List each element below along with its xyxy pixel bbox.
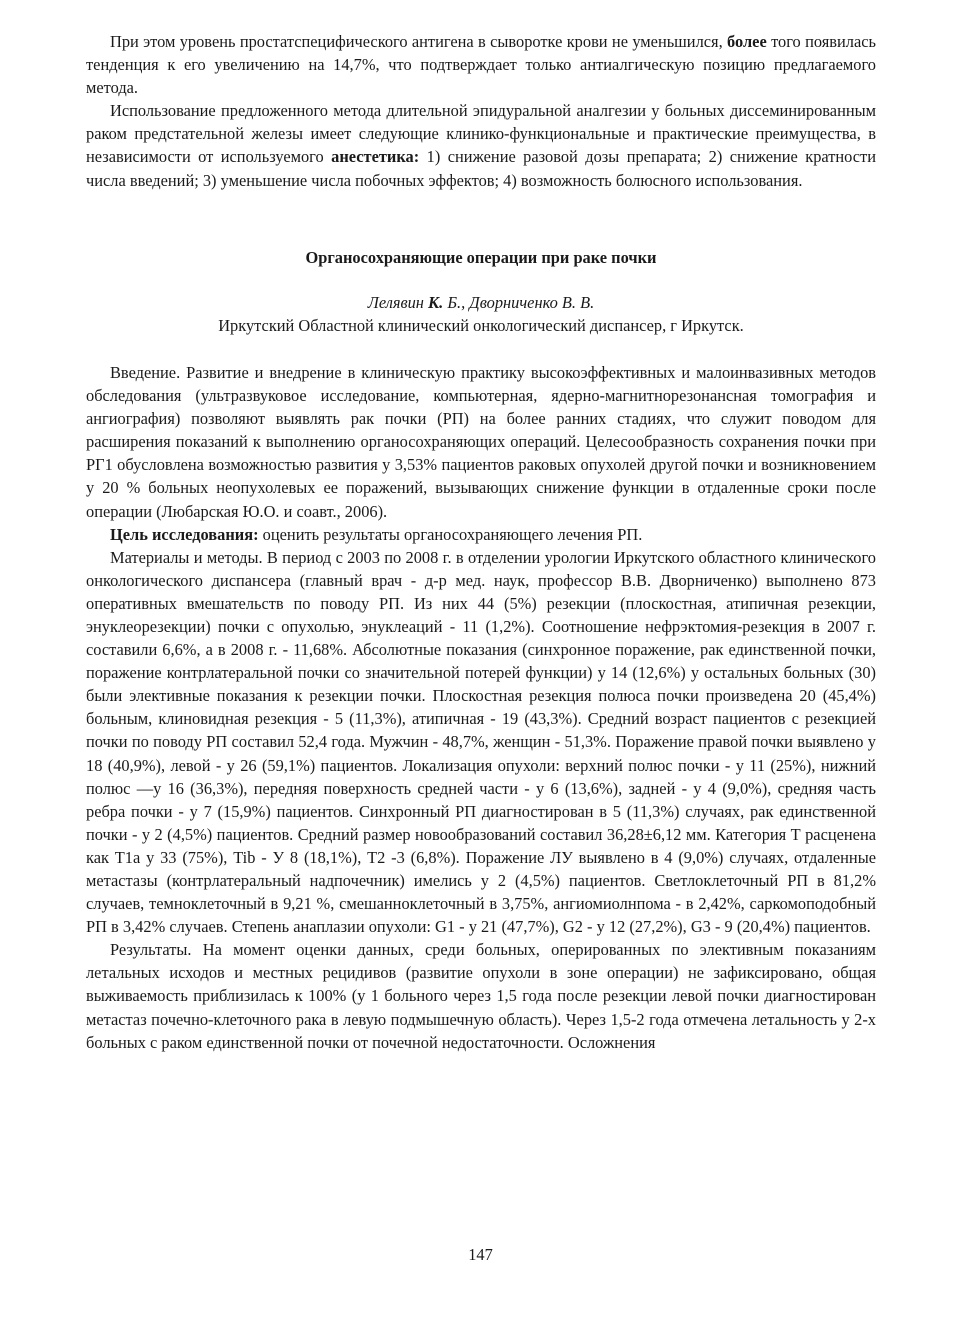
text: Использование предложенного метода длительной эпидуральной аналгезии у больных диссеминированным раком предстательной железы имеет следующие клинико-функциональные и практические преимущества, в независимости от используемого (86, 101, 876, 167)
bold-word: анестетика: (331, 147, 420, 167)
aim-label: Цель исследования: (110, 524, 259, 544)
bold-word: более (727, 32, 767, 51)
aim-text: оценить результаты органосохраняющего лечения РП. (258, 524, 643, 544)
article-affiliation: Иркутский Областной клинический онкологический диспансер, г Иркутск. (218, 315, 744, 335)
text: 1) снижение разовой дозы препарата; 2) снижение кратности числа введений; 3) уменьшение числа побочных эффектов; 4) возможность болюсного использования. (86, 147, 876, 190)
author-text: Лелявин (367, 292, 429, 312)
text: При этом уровень простатспецифического антигена в сыворотке крови не уменьшился, (110, 32, 723, 51)
paragraph-methods: Материалы и методы. В период с 2003 по 2008 г. в отделении урологии Иркутского областного клинического онкологического диспансера (главный врач - д-р мед. наук, профессор В.В. Дворниченко) выполнено 873 оперативных вмешательств по поводу РП. Из них 44 (5%) резекции (плоскостная, атипичная резекции, энуклеорезекции) почки с опухолью, энуклеаций - 11 (1,2%). Соотношение нефрэктомия-резекция в 2007 г. составили 6,6%, а в 2008 г. - 11,68%. Абсолютные показания (синхронное поражение, рак единственной почки, поражение контрлатеральной почки со значительной потерей функции) у 14 (12,6%) у остальных больных (30) были элективные показания к резекции почки. Плоскостная резекция полюса почки произведена 20 (45,4%) больным, клиновидная резекция - 5 (11,3%), атипичная - 19 (43,3%). Средний возраст пациентов с резекцией почки по поводу РП составил 52,4 года. Мужчин - 48,7%, женщин - 51,3%. Поражение правой почки выявлено у 18 (40,9%), левой - у 26 (59,1%) пациентов. Локализация опухоли: верхний полюс почки - у 11 (25%), нижний полюс —у 16 (36,3%), передняя поверхность средней части - у 6 (13,6%), задней - у 4 (9,0%), средняя часть ребра почки - у 7 (15,9%) пациентов. Синхронный РП диагностирован в 5 (11,3%) случаях, рак единственной почки - у 2 (4,5%) пациентов. Средний размер новообразований составил 36,28±6,12 мм. Категория Т расценена как T1a у 33 (75%), Tib - У 8 (18,1%), Т2 -3 (6,8%). Поражение ЛУ выявлено в 4 (9,0%) случаях, отдаленные метастазы (контрлатеральный надпочечник) имелись у 2 (4,5%) пациентов. Светлоклеточный РП в 81,2% случаев, темноклеточный в 9,21 %, смешанноклеточный в 3,75%, ангиомиолнпома - в 2,42%, саркомоподобный РП в 3,42% случаев. Степень анаплазии опухоли: G1 - у 21 (47,7%), G2 - у 12 (27,2%), G3 - 9 (20,4%) пациентов. (86, 547, 876, 937)
page-number: 147 (468, 1245, 493, 1264)
paragraph-aim (86, 523, 876, 546)
paragraph-psa (86, 30, 876, 99)
author-text: Б., Дворниченко В. В. (443, 292, 595, 312)
page-content (86, 30, 876, 1054)
text: того появилась тенденция к его увеличению на 14,7%, что подтверждает только антиалгическую позицию предлагаемого метода. (86, 32, 876, 98)
paragraph-results: Результаты. На момент оценки данных, среди больных, оперированных по элективным показаниям летальных исходов и местных рецидивов (развитие опухоли в зоне операции) не зафиксировано, общая выживаемость приблизилась к 100% (у 1 больного через 1,5 года после резекции левой почки диагностирован метастаз почечно-клеточного рака в левую подмышечную область). Через 1,5-2 года отмечена летальность у 2-х больных с раком единственной почки от почечной недостаточности. Осложнения (86, 940, 876, 1052)
article-title: Органосохраняющие операции при раке почки (305, 247, 657, 267)
paragraph-introduction: Введение. Развитие и внедрение в клиническую практику высокоэффективных и малоинвазивных методов обследования (ультразвуковое исследование, компьютерная, ядерно-магнитнорезонансная томография и ангиография) позволяют выявлять рак почки (РП) на более ранних стадиях, что служит поводом для расширения показаний к выполнению органосохраняющих операций. Целесообразность сохранения почки при РГ1 обусловлена возможностью развития у 3,53% пациентов раковых опухолей другой почки и возникновением у 20 % больных неопухолевых ее поражений, вызывающих снижение функции в отдаленные сроки после операции (Любарская Ю.О. и соавт., 2006). (86, 362, 876, 521)
article-authors (86, 291, 876, 314)
paragraph-advantages (86, 99, 876, 191)
author-initial: К. (428, 292, 444, 312)
